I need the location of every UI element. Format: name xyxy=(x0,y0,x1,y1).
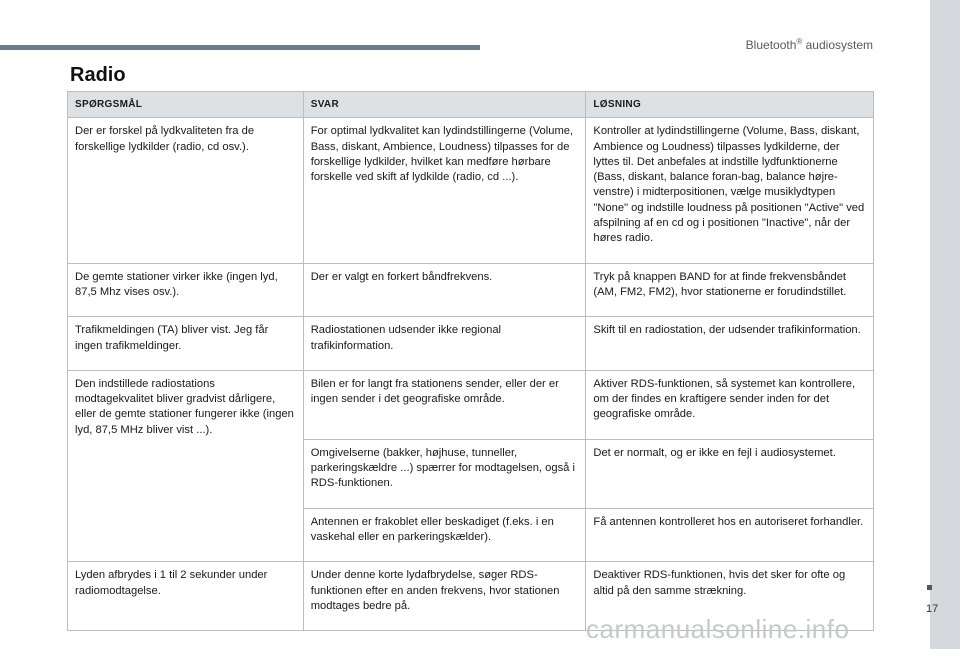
table-row xyxy=(68,370,874,439)
watermark: carmanualsonline.info xyxy=(586,614,850,644)
question-cell: Der er forskel på lydkvaliteten fra de forskellige lydkilder (radio, cd osv.). xyxy=(68,118,304,263)
answer-cell: Antennen er frakoblet eller beskadiget (f.eks. i en vaskehal eller en parkeringskælder). xyxy=(303,508,586,562)
answer-cell: For optimal lydkvalitet kan lydindstillingerne (Volume, Bass, diskant, Ambience, Loudness) tilpasses for de forskellige lydkilder, hvilket kan medføre hørbare forskelle ved skift af lydkilde (radio, cd ...). xyxy=(303,118,586,263)
table-row xyxy=(68,317,874,371)
column-header-question: SPØRGSMÅL xyxy=(68,92,304,118)
page-marker xyxy=(927,585,932,590)
solution-cell: Få antennen kontrolleret hos en autoriseret forhandler. xyxy=(586,508,874,562)
chapter-header xyxy=(746,37,873,52)
question-cell: Trafikmeldingen (TA) bliver vist. Jeg får ingen trafikmeldinger. xyxy=(68,317,304,371)
side-strip xyxy=(930,0,960,649)
table-row xyxy=(68,118,874,263)
solution-cell: Kontroller at lydindstillingerne (Volume, Bass, diskant, Ambience og Loudness) tilpasses lydkilderne, der lyttes til. Det anbefales at indstille lydfunktionerne (Bass, diskant, balance foran-bag, balance højre-venstre) i midterpositionen, vælge musiklydtypen "None" og indstille loudness på positionen "Active" ved afspilning af en cd og i positionen "Inactive", når der høres radio. xyxy=(586,118,874,263)
solution-cell: Tryk på knappen BAND for at finde frekvensbåndet (AM, FM2, FM2), hvor stationerne er forudindstillet. xyxy=(586,263,874,317)
solution-cell: Det er normalt, og er ikke en fejl i audiosystemet. xyxy=(586,439,874,508)
answer-cell: Radiostationen udsender ikke regional trafikinformation. xyxy=(303,317,586,371)
answer-cell: Omgivelserne (bakker, højhuse, tunneller, parkeringskældre ...) spærrer for modtagelsen, også i RDS-funktionen. xyxy=(303,439,586,508)
chapter-header-suffix: audiosystem xyxy=(802,38,873,52)
answer-cell: Under denne korte lydafbrydelse, søger RDS-funktionen efter en anden frekvens, hvor stationen modtages bedre på. xyxy=(303,562,586,631)
solution-cell: Aktiver RDS-funktionen, så systemet kan kontrollere, om der findes en kraftigere sender inden for det geografiske område. xyxy=(586,370,874,439)
registered-mark: ® xyxy=(796,37,803,46)
header-rule xyxy=(0,45,480,50)
page-number: 17 xyxy=(926,603,939,615)
column-header-solution: LØSNING xyxy=(586,92,874,118)
column-header-answer: SVAR xyxy=(303,92,586,118)
answer-cell: Der er valgt en forkert båndfrekvens. xyxy=(303,263,586,317)
question-cell: Lyden afbrydes i 1 til 2 sekunder under radiomodtagelse. xyxy=(68,562,304,631)
chapter-header-text: Bluetooth xyxy=(745,38,797,52)
solution-cell: Skift til en radiostation, der udsender trafikinformation. xyxy=(586,317,874,371)
section-title: Radio xyxy=(70,64,126,86)
table-header-row xyxy=(68,92,874,118)
troubleshooting-table xyxy=(67,91,874,631)
solution-cell: Deaktiver RDS-funktionen, hvis det sker for ofte og altid på den samme strækning. xyxy=(586,562,874,631)
answer-cell: Bilen er for langt fra stationens sender, eller der er ingen sender i det geografiske område. xyxy=(303,370,586,439)
table-row xyxy=(68,263,874,317)
question-cell: De gemte stationer virker ikke (ingen lyd, 87,5 Mhz vises osv.). xyxy=(68,263,304,317)
question-cell: Den indstillede radiostations modtagekvalitet bliver gradvist dårligere, eller de gemte stationer fungerer ikke (ingen lyd, 87,5 MHz bliver vist ...). xyxy=(68,370,304,561)
